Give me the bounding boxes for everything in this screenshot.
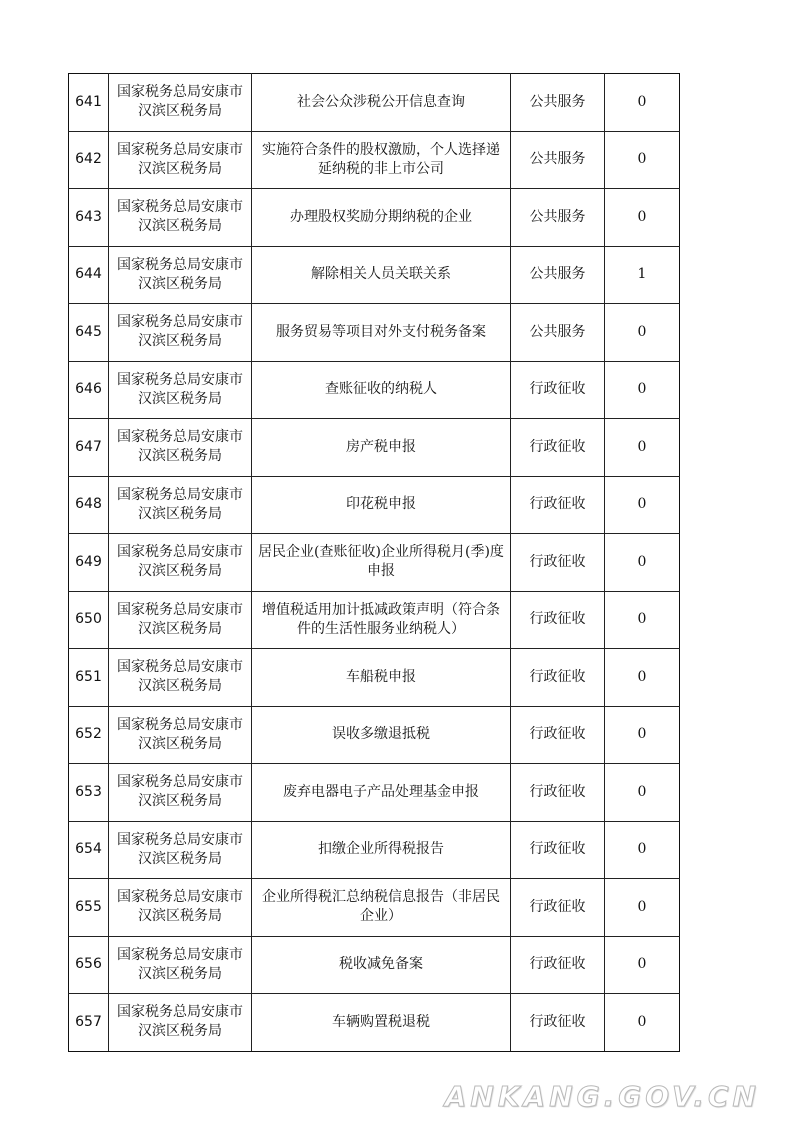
count-cell: 0: [605, 189, 680, 247]
table-row: [69, 534, 680, 592]
category-cell: 公共服务: [511, 131, 605, 189]
item-name-cell: 扣缴企业所得税报告: [252, 821, 511, 879]
count-cell: 0: [605, 879, 680, 937]
table-row: [69, 994, 680, 1052]
row-number-cell: 652: [69, 706, 109, 764]
category-cell: 公共服务: [511, 189, 605, 247]
table-row: [69, 131, 680, 189]
item-name-cell: 企业所得税汇总纳税信息报告（非居民企业）: [252, 879, 511, 937]
item-name-cell: 印花税申报: [252, 476, 511, 534]
count-cell: 0: [605, 706, 680, 764]
department-cell: 国家税务总局安康市汉滨区税务局: [109, 764, 252, 822]
row-number-cell: 645: [69, 304, 109, 362]
table-row: [69, 189, 680, 247]
site-watermark: ANKANG.GOV.CN: [444, 1080, 760, 1113]
item-name-cell: 车船税申报: [252, 649, 511, 707]
department-cell: 国家税务总局安康市汉滨区税务局: [109, 706, 252, 764]
department-cell: 国家税务总局安康市汉滨区税务局: [109, 189, 252, 247]
category-cell: 行政征收: [511, 534, 605, 592]
category-cell: 行政征收: [511, 361, 605, 419]
item-name-cell: 解除相关人员关联关系: [252, 246, 511, 304]
row-number-cell: 653: [69, 764, 109, 822]
row-number-cell: 646: [69, 361, 109, 419]
item-name-cell: 增值税适用加计抵减政策声明（符合条件的生活性服务业纳税人）: [252, 591, 511, 649]
department-cell: 国家税务总局安康市汉滨区税务局: [109, 419, 252, 477]
category-cell: 行政征收: [511, 649, 605, 707]
row-number-cell: 648: [69, 476, 109, 534]
table-row: [69, 879, 680, 937]
row-number-cell: 657: [69, 994, 109, 1052]
item-name-cell: 办理股权奖励分期纳税的企业: [252, 189, 511, 247]
table-row: [69, 419, 680, 477]
row-number-cell: 649: [69, 534, 109, 592]
department-cell: 国家税务总局安康市汉滨区税务局: [109, 936, 252, 994]
count-cell: 1: [605, 246, 680, 304]
count-cell: 0: [605, 476, 680, 534]
row-number-cell: 651: [69, 649, 109, 707]
department-cell: 国家税务总局安康市汉滨区税务局: [109, 476, 252, 534]
count-cell: 0: [605, 419, 680, 477]
table-row: [69, 706, 680, 764]
table-row: [69, 304, 680, 362]
department-cell: 国家税务总局安康市汉滨区税务局: [109, 361, 252, 419]
department-cell: 国家税务总局安康市汉滨区税务局: [109, 821, 252, 879]
row-number-cell: 643: [69, 189, 109, 247]
department-cell: 国家税务总局安康市汉滨区税务局: [109, 131, 252, 189]
count-cell: 0: [605, 74, 680, 132]
department-cell: 国家税务总局安康市汉滨区税务局: [109, 304, 252, 362]
table-row: [69, 74, 680, 132]
category-cell: 行政征收: [511, 419, 605, 477]
row-number-cell: 641: [69, 74, 109, 132]
item-name-cell: 居民企业(查账征收)企业所得税月(季)度申报: [252, 534, 511, 592]
count-cell: 0: [605, 994, 680, 1052]
category-cell: 行政征收: [511, 476, 605, 534]
table-row: [69, 764, 680, 822]
table-row: [69, 361, 680, 419]
count-cell: 0: [605, 936, 680, 994]
item-name-cell: 废弃电器电子产品处理基金申报: [252, 764, 511, 822]
row-number-cell: 644: [69, 246, 109, 304]
category-cell: 行政征收: [511, 706, 605, 764]
table-row: [69, 936, 680, 994]
row-number-cell: 647: [69, 419, 109, 477]
category-cell: 公共服务: [511, 74, 605, 132]
count-cell: 0: [605, 131, 680, 189]
table-row: [69, 246, 680, 304]
department-cell: 国家税务总局安康市汉滨区税务局: [109, 74, 252, 132]
table-row: [69, 591, 680, 649]
department-cell: 国家税务总局安康市汉滨区税务局: [109, 591, 252, 649]
category-cell: 公共服务: [511, 246, 605, 304]
department-cell: 国家税务总局安康市汉滨区税务局: [109, 879, 252, 937]
category-cell: 行政征收: [511, 879, 605, 937]
table-body: [69, 74, 680, 1052]
row-number-cell: 654: [69, 821, 109, 879]
count-cell: 0: [605, 591, 680, 649]
row-number-cell: 656: [69, 936, 109, 994]
item-name-cell: 社会公众涉税公开信息查询: [252, 74, 511, 132]
category-cell: 行政征收: [511, 591, 605, 649]
count-cell: 0: [605, 361, 680, 419]
category-cell: 公共服务: [511, 304, 605, 362]
row-number-cell: 650: [69, 591, 109, 649]
category-cell: 行政征收: [511, 764, 605, 822]
table-row: [69, 821, 680, 879]
item-name-cell: 车辆购置税退税: [252, 994, 511, 1052]
count-cell: 0: [605, 764, 680, 822]
department-cell: 国家税务总局安康市汉滨区税务局: [109, 534, 252, 592]
item-name-cell: 服务贸易等项目对外支付税务备案: [252, 304, 511, 362]
row-number-cell: 655: [69, 879, 109, 937]
item-name-cell: 误收多缴退抵税: [252, 706, 511, 764]
service-items-table: [68, 73, 680, 1052]
item-name-cell: 查账征收的纳税人: [252, 361, 511, 419]
count-cell: 0: [605, 649, 680, 707]
count-cell: 0: [605, 821, 680, 879]
table-row: [69, 649, 680, 707]
count-cell: 0: [605, 534, 680, 592]
category-cell: 行政征收: [511, 994, 605, 1052]
count-cell: 0: [605, 304, 680, 362]
item-name-cell: 实施符合条件的股权激励，个人选择递延纳税的非上市公司: [252, 131, 511, 189]
table-row: [69, 476, 680, 534]
department-cell: 国家税务总局安康市汉滨区税务局: [109, 994, 252, 1052]
department-cell: 国家税务总局安康市汉滨区税务局: [109, 649, 252, 707]
row-number-cell: 642: [69, 131, 109, 189]
item-name-cell: 税收减免备案: [252, 936, 511, 994]
item-name-cell: 房产税申报: [252, 419, 511, 477]
category-cell: 行政征收: [511, 936, 605, 994]
department-cell: 国家税务总局安康市汉滨区税务局: [109, 246, 252, 304]
category-cell: 行政征收: [511, 821, 605, 879]
